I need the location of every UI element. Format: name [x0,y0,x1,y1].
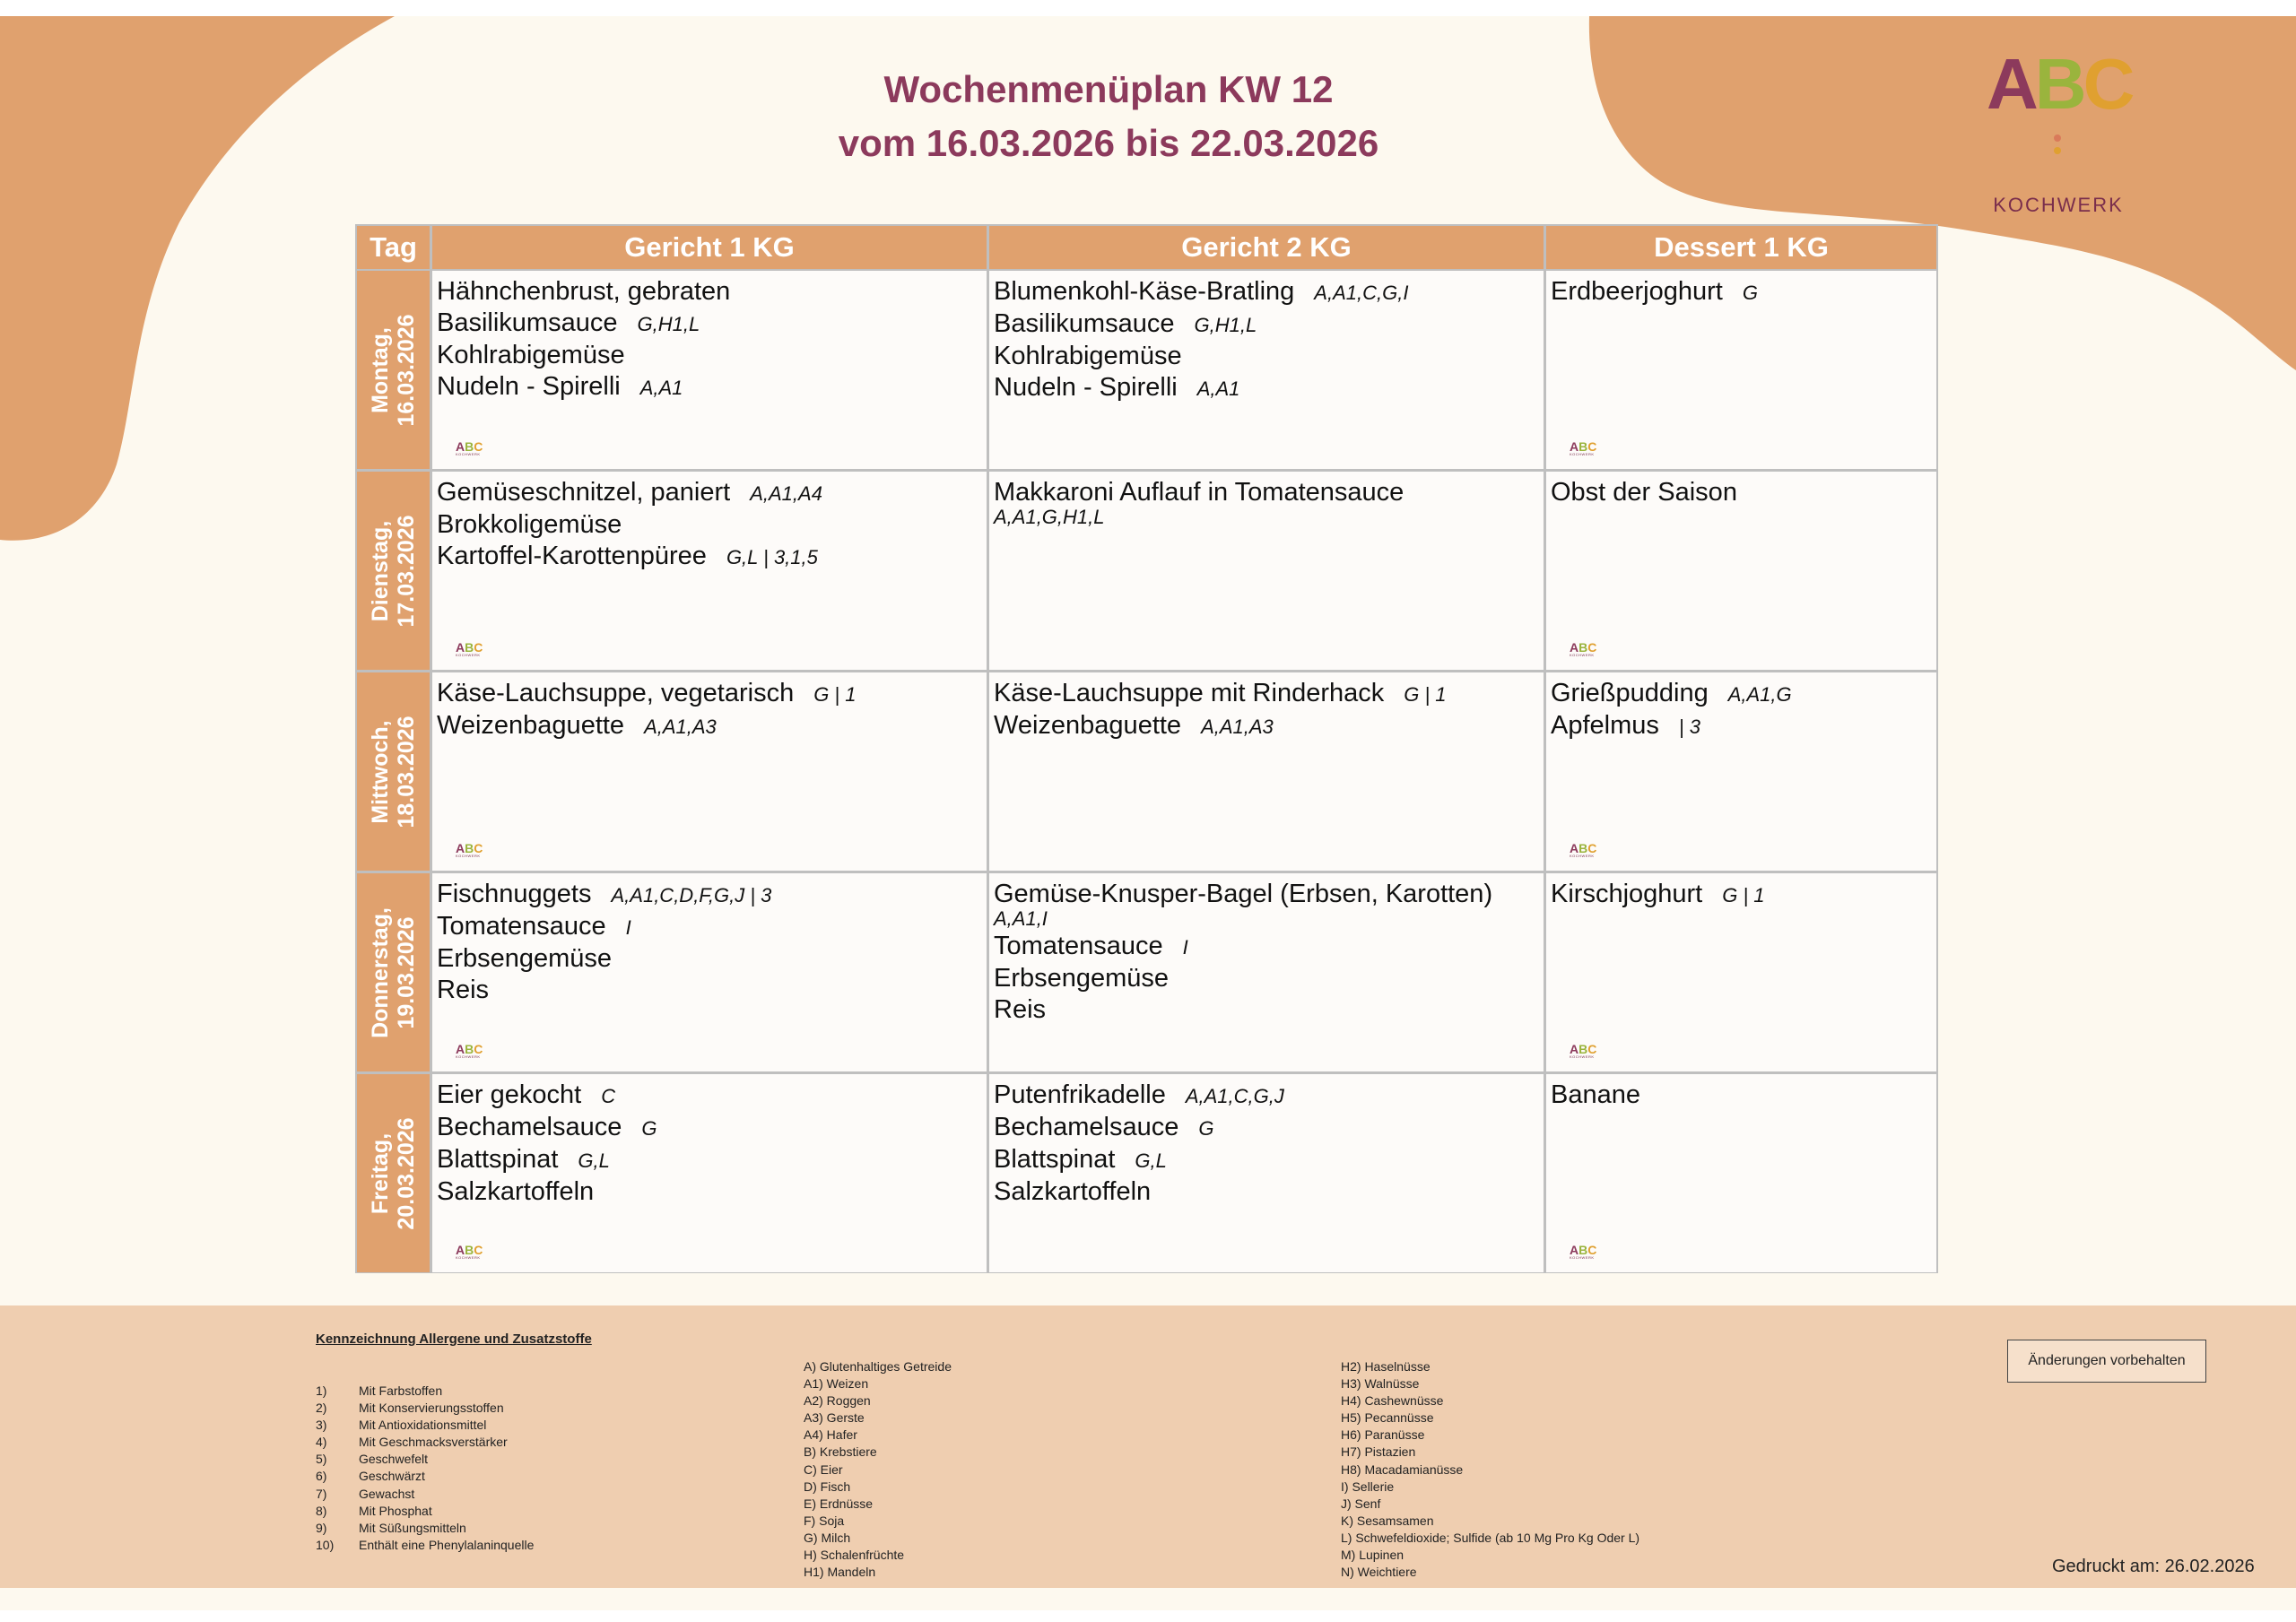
mini-logo-icon: ABC KOCHWERK [1570,841,1597,858]
menu-item [1551,710,1936,742]
day-label-line: Donnerstag, [367,906,393,1038]
allergens-list-2 [1341,1358,1639,1581]
allergen-codes: I [1182,936,1188,958]
menu-item [1551,879,1936,911]
menu-cell-gericht-2 [989,672,1544,871]
dish-name: Kohlrabigemüse [437,341,625,369]
additive-number: 8) [316,1503,327,1518]
dish-name: Gemüseschnitzel, paniert [437,478,731,507]
menu-cell-gericht-1 [432,873,987,1071]
allergen-codes: G [1742,282,1758,304]
allergen-item: A2) Roggen [804,1393,871,1409]
day-cell [357,672,430,871]
day-label-line: 18.03.2026 [393,715,419,828]
page-subtitle-date-range: vom 16.03.2026 bis 22.03.2026 [838,122,1379,164]
allergen-item: H8) Macadamianüsse [1341,1462,1464,1477]
allergen-codes: C [601,1085,616,1107]
menu-item [994,1176,1544,1208]
dish-name: Salzkartoffeln [994,1177,1152,1206]
allergen-codes: G | 1 [1404,683,1447,706]
menu-item [437,1176,987,1208]
allergen-item: H4) Cashewnüsse [1341,1393,1444,1409]
day-label [357,472,430,670]
allergen-item: K) Sesamsamen [1341,1513,1434,1528]
menu-item [994,879,1544,910]
menu-cell-dessert [1546,472,1936,670]
additives-list [316,1383,534,1554]
allergen-item: L) Schwefeldioxide; Sulfide (ab 10 Mg Pro Kg Oder L) [1341,1530,1640,1545]
header-gericht-2: Gericht 2 KG [989,226,1544,269]
day-label-text [368,907,420,1038]
additive-label: Geschwärzt [359,1469,425,1484]
logo-wordmark: KOCHWERK [1993,194,2124,216]
allergen-item: H7) Pistazien [1341,1444,1416,1460]
day-cell [357,271,430,469]
allergen-codes: G [641,1117,657,1140]
day-label-text [368,1117,420,1229]
legend-heading: Kennzeichnung Allergene und Zusatzstoffe [316,1331,592,1347]
dish-name: Erdbeerjoghurt [1551,277,1723,306]
day-label-line: 20.03.2026 [393,1116,419,1230]
allergen-item: J) Senf [1341,1496,1381,1511]
menu-item [994,372,1544,404]
dish-name: Blumenkohl-Käse-Bratling [994,277,1295,306]
allergen-item: A1) Weizen [804,1376,869,1392]
menu-item [994,1112,1544,1144]
menu-item [994,276,1544,308]
day-label-text [368,716,420,828]
dish-name: Hähnchenbrust, gebraten [437,277,731,306]
menu-item [437,1112,987,1144]
menu-table [355,224,1938,1273]
allergen-item: A3) Gerste [804,1410,865,1426]
additive-label: Mit Farbstoffen [359,1383,443,1398]
menu-item [437,1144,987,1176]
allergen-item: H2) Haselnüsse [1341,1359,1431,1374]
additive-item [316,1486,534,1503]
header-gericht-1: Gericht 1 KG [432,226,987,269]
menu-item [1551,477,1936,508]
menu-item [437,710,987,742]
dish-name: Bechamelsauce [437,1113,622,1141]
menu-item [994,1080,1544,1112]
printed-date: Gedruckt am: 26.02.2026 [2052,1557,2255,1576]
allergen-item: M) Lupinen [1341,1548,1405,1563]
menu-cell-dessert [1546,271,1936,469]
allergen-legend-footer [0,1305,2296,1588]
day-label-line: Montag, [367,326,393,413]
menu-item [994,710,1544,742]
mini-logo-icon: ABC KOCHWERK [456,640,483,657]
menu-cell-gericht-2 [989,1074,1544,1272]
dish-name: Bechamelsauce [994,1113,1179,1141]
dish-name: Blattspinat [437,1145,559,1174]
additive-label: Mit Geschmacksverstärker [359,1435,508,1450]
allergen-codes: G,L | 3,1,5 [726,546,818,568]
allergen-codes: G | 1 [1722,884,1765,906]
dish-name: Reis [437,976,490,1004]
menu-item [437,340,987,371]
additive-label: Gewachst [359,1486,415,1501]
additive-number: 6) [316,1469,327,1484]
menu-cell-gericht-1 [432,672,987,871]
allergen-codes: A,A1,I [994,907,1048,930]
allergen-codes: A,A1,G [1727,683,1792,706]
additive-number: 1) [316,1383,327,1398]
abc-kochwerk-logo [1987,44,2132,217]
menu-item [437,879,987,911]
dish-name: Blattspinat [994,1145,1116,1174]
allergen-item: H6) Paranüsse [1341,1427,1425,1443]
additive-label: Mit Antioxidationsmittel [359,1418,487,1433]
menu-item [994,477,1544,508]
day-label-text [368,515,420,627]
page-title: Wochenmenüplan KW 12 [883,68,1334,110]
menu-cell-gericht-2 [989,472,1544,670]
additive-label: Mit Konservierungsstoffen [359,1401,504,1416]
allergen-codes: G [1198,1117,1214,1140]
menu-item [437,541,987,573]
additive-number: 9) [316,1520,327,1535]
menu-item [994,1144,1544,1176]
day-label [357,1074,430,1272]
additive-number: 2) [316,1401,327,1416]
dish-name: Nudeln - Spirelli [994,373,1178,402]
dish-name: Tomatensauce [437,912,606,941]
menu-item [437,911,987,943]
dish-name: Erbsengemüse [994,964,1170,993]
allergen-codes: G,H1,L [1194,314,1257,336]
allergen-item: D) Fisch [804,1479,851,1494]
allergen-item: F) Soja [804,1513,845,1528]
mini-logo-icon: ABC KOCHWERK [1570,439,1597,456]
dish-name: Kirschjoghurt [1551,880,1703,908]
dish-name: Basilikumsauce [994,309,1175,338]
menu-item [437,975,987,1006]
allergen-item: H5) Pecannüsse [1341,1410,1434,1426]
dish-name: Erbsengemüse [437,944,613,973]
additive-item [316,1520,534,1537]
allergen-codes: I [625,916,631,939]
dish-name: Apfelmus [1551,711,1659,740]
allergen-codes: A,A1 [639,377,683,399]
mini-logo-icon: ABC KOCHWERK [1570,1243,1597,1260]
allergen-item: E) Erdnüsse [804,1496,874,1511]
dish-name: Gemüse-Knusper-Bagel (Erbsen, Karotten) [994,880,1493,908]
dish-name: Putenfrikadelle [994,1080,1166,1109]
allergen-item: H3) Walnüsse [1341,1376,1420,1392]
day-label [357,271,430,469]
additive-item [316,1434,534,1451]
dish-name: Brokkoligemüse [437,510,622,539]
day-label-line: 16.03.2026 [393,313,419,427]
menu-cell-gericht-2 [989,271,1544,469]
menu-item [437,308,987,340]
additive-item [316,1503,534,1520]
allergen-item: B) Krebstiere [804,1444,877,1460]
menu-item [1551,1080,1936,1111]
allergen-codes: A,A1,A4 [750,482,822,505]
dish-name: Grießpudding [1551,679,1709,707]
menu-cell-gericht-2 [989,873,1544,1071]
menu-item [437,477,987,509]
menu-cell-dessert [1546,873,1936,1071]
dish-name: Kartoffel-Karottenpüree [437,542,707,570]
menu-item [994,994,1544,1026]
allergen-item: G) Milch [804,1530,851,1545]
day-cell [357,472,430,670]
allergen-codes: A,A1,C,D,F,G,J | 3 [611,884,772,906]
menu-item [994,931,1544,963]
additive-number: 5) [316,1452,327,1467]
additive-item [316,1537,534,1554]
menu-item [1551,276,1936,308]
allergen-codes: A,A1,A3 [1201,716,1274,738]
additive-item [316,1400,534,1417]
dish-name: Weizenbaguette [437,711,625,740]
menu-item [437,371,987,403]
mini-logo-icon: ABC KOCHWERK [456,1243,483,1260]
allergen-codes: A,A1,G,H1,L [994,506,1105,528]
day-label [357,672,430,871]
allergen-item: C) Eier [804,1462,843,1477]
mini-logo-icon: ABC KOCHWERK [456,439,483,456]
day-label-line: Mittwoch, [367,719,393,824]
day-label-line: Dienstag, [367,520,393,621]
day-label-line: 17.03.2026 [393,514,419,628]
menu-item [437,678,987,710]
additive-number: 3) [316,1418,327,1433]
allergen-codes: G,L [1135,1149,1167,1172]
additive-item [316,1451,534,1468]
menu-cell-dessert [1546,1074,1936,1272]
menu-cell-dessert [1546,672,1936,871]
dish-name: Eier gekocht [437,1080,582,1109]
additive-number: 7) [316,1486,327,1501]
logo-letters: ABC [1987,48,2130,192]
dish-name: Weizenbaguette [994,711,1182,740]
mini-logo-icon: ABC KOCHWERK [1570,1042,1597,1059]
mini-logo-icon: ABC KOCHWERK [456,1042,483,1059]
menu-item [437,276,987,308]
menu-cell-gericht-1 [432,472,987,670]
allergen-codes: G | 1 [813,683,857,706]
day-label [357,873,430,1071]
allergen-item: I) Sellerie [1341,1479,1395,1494]
mini-logo-icon: ABC KOCHWERK [1570,640,1597,657]
additive-number: 4) [316,1435,327,1450]
additive-number: 10) [316,1537,335,1552]
allergen-item: A4) Hafer [804,1427,857,1443]
menu-item [437,509,987,541]
dish-name: Käse-Lauchsuppe, vegetarisch [437,679,795,707]
header-tag: Tag [357,226,430,269]
dish-name: Reis [994,995,1047,1024]
day-cell [357,1074,430,1272]
dish-name: Tomatensauce [994,932,1163,960]
day-label-text [368,314,420,426]
additive-label: Enthält eine Phenylalaninquelle [359,1537,535,1552]
allergen-item: A) Glutenhaltiges Getreide [804,1359,952,1374]
allergen-codes: A,A1,A3 [644,716,717,738]
menu-cell-gericht-1 [432,1074,987,1272]
additive-item [316,1417,534,1434]
dish-name: Nudeln - Spirelli [437,372,621,401]
dish-name: Salzkartoffeln [437,1177,595,1206]
day-label-line: Freitag, [367,1132,393,1214]
dish-name: Banane [1551,1080,1640,1109]
additive-item [316,1468,534,1485]
dish-name: Obst der Saison [1551,478,1737,507]
allergen-codes: G,L [578,1149,610,1172]
additive-item [316,1383,534,1400]
day-label-line: 19.03.2026 [393,915,419,1029]
allergen-codes: G,H1,L [637,313,700,335]
menu-item [994,308,1544,341]
menu-page [0,16,2296,1610]
allergen-codes: A,A1,C,G,I [1314,282,1409,304]
dish-name: Fischnuggets [437,880,592,908]
additive-label: Geschwefelt [359,1452,429,1467]
menu-item [437,1080,987,1112]
allergens-list-1 [804,1358,952,1581]
dish-name: Käse-Lauchsuppe mit Rinderhack [994,679,1385,707]
mini-logo-icon: ABC KOCHWERK [456,841,483,858]
allergen-codes: | 3 [1678,716,1700,738]
changes-reserved-notice: Änderungen vorbehalten [2007,1340,2206,1383]
dish-name: Makkaroni Auflauf in Tomatensauce [994,478,1405,507]
additive-label: Mit Süßungsmitteln [359,1520,466,1535]
menu-item [1551,678,1936,710]
allergen-item: H1) Mandeln [804,1565,876,1580]
allergen-item: N) Weichtiere [1341,1565,1417,1580]
header-dessert: Dessert 1 KG [1546,226,1936,269]
menu-cell-gericht-1 [432,271,987,469]
menu-item [994,963,1544,994]
allergen-codes: A,A1,C,G,J [1185,1085,1284,1107]
additive-label: Mit Phosphat [359,1503,432,1518]
allergen-codes: A,A1 [1196,377,1240,400]
menu-item [994,341,1544,372]
menu-item [994,678,1544,710]
dish-name: Basilikumsauce [437,308,618,337]
allergen-item: H) Schalenfrüchte [804,1548,905,1563]
dish-name: Kohlrabigemüse [994,342,1182,370]
menu-item [437,943,987,975]
day-cell [357,873,430,1071]
